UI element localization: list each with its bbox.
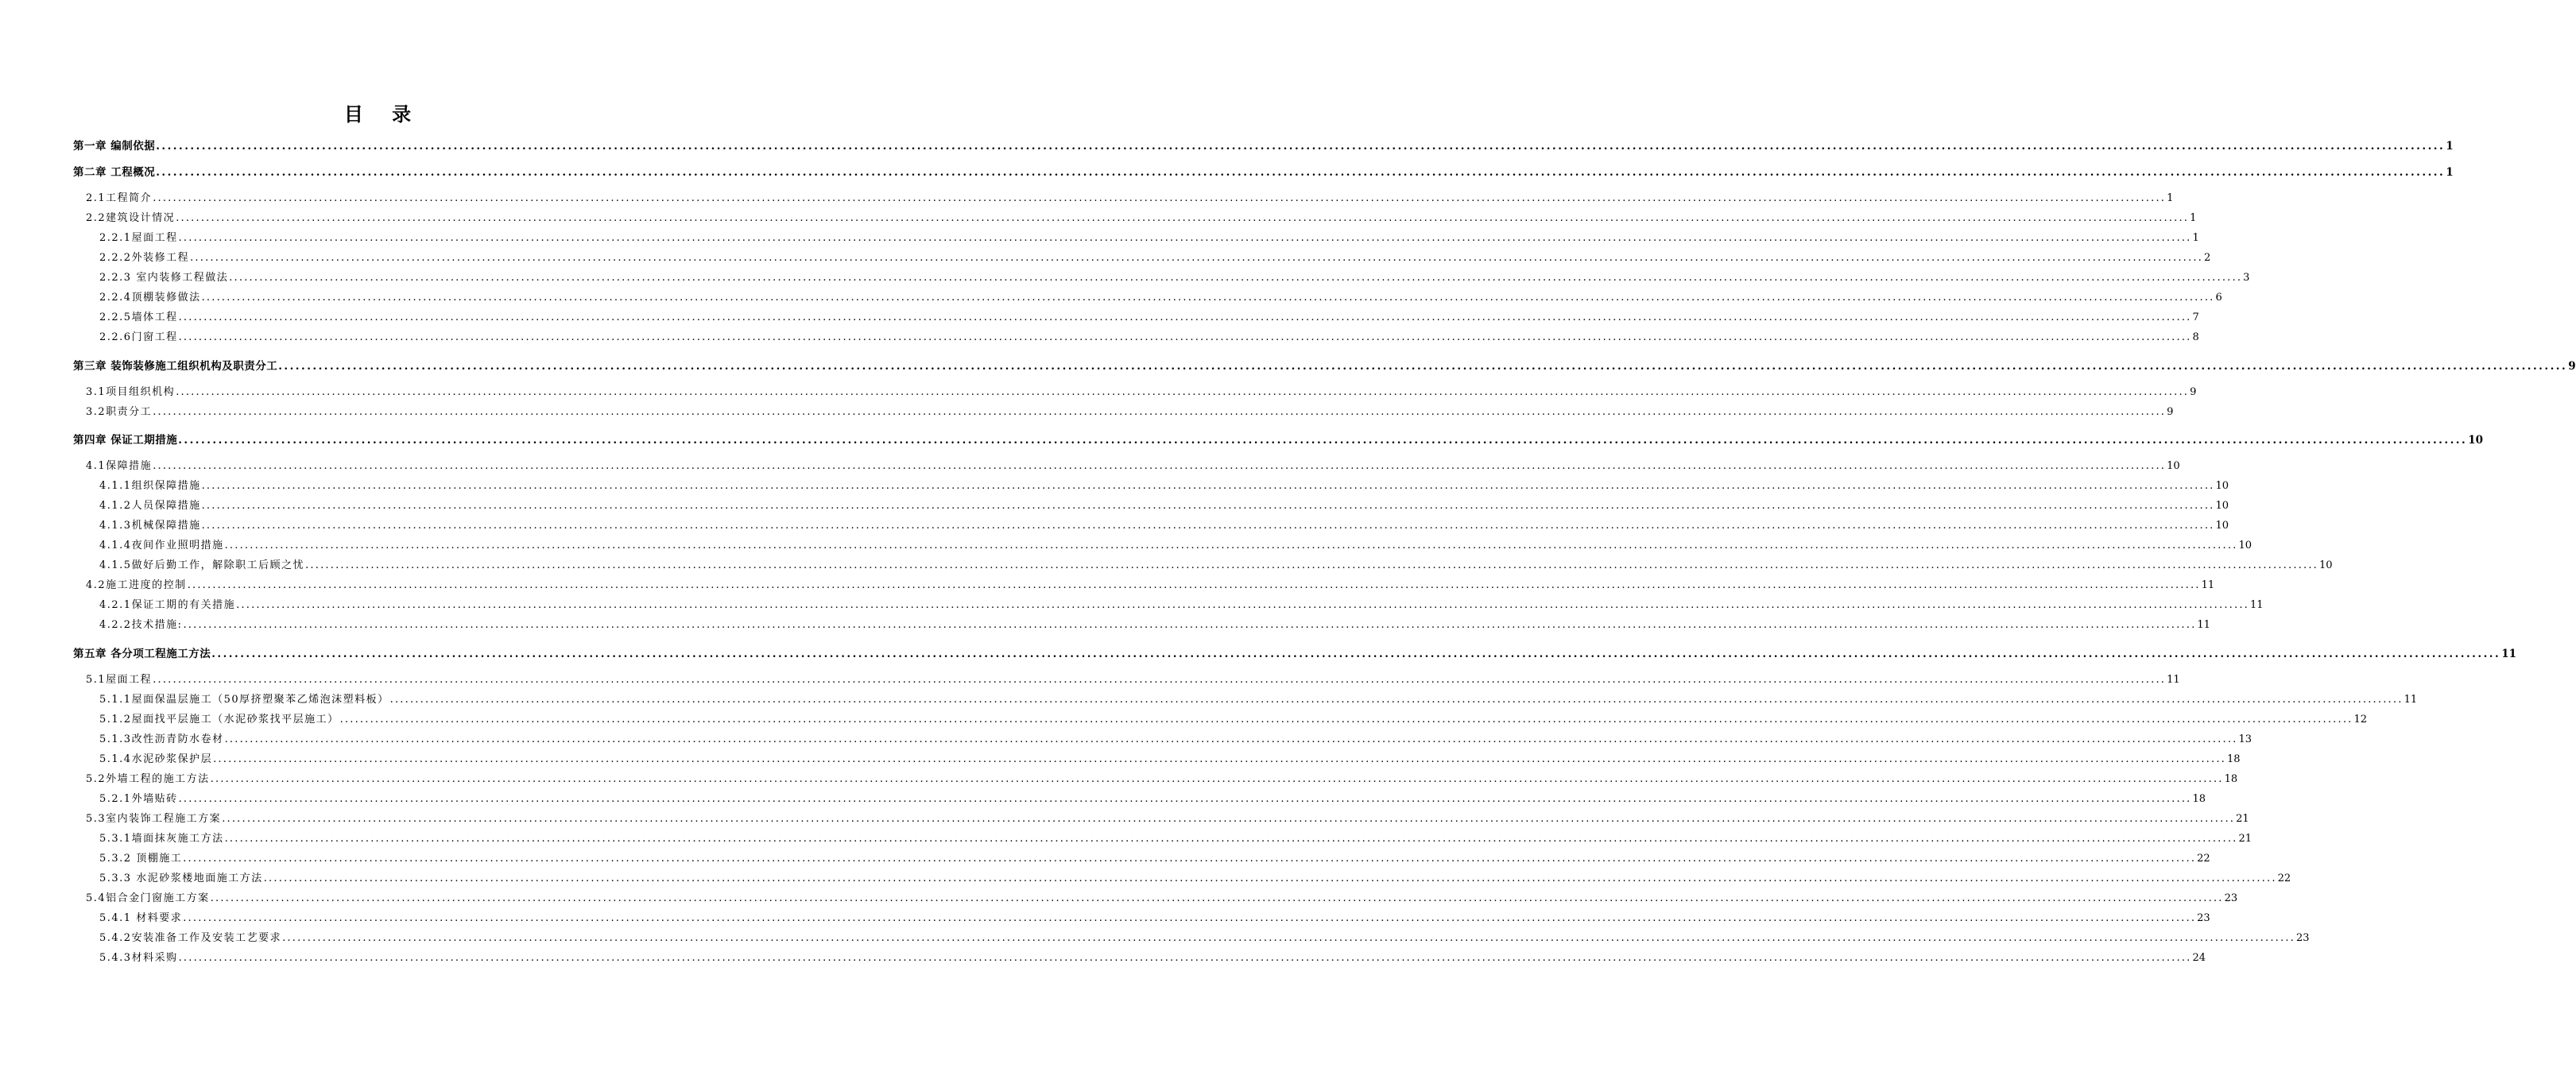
toc-dot-leader: ................................................................................................................................................................................................................................................................................................................................................................................................................ (176, 386, 2190, 398)
toc-dot-leader: ................................................................................................................................................................................................................................................................................................................................................................................................................ (153, 460, 2167, 472)
toc-section-entry[interactable] (99, 790, 2206, 805)
toc-page-number: 13 (2238, 733, 2253, 745)
toc-page-number: 1 (2192, 232, 2199, 244)
toc-section-entry[interactable] (86, 671, 2180, 686)
toc-entry-label: 5.1.1屋面保温层施工（50厚挤塑聚苯乙烯泡沫塑料板） (99, 694, 389, 706)
toc-page-number: 8 (2192, 331, 2199, 343)
toc-page-number: 23 (2197, 912, 2210, 924)
toc-entry-label: 5.3.3 水泥砂浆楼地面施工方法 (99, 873, 263, 884)
toc-section-entry[interactable] (99, 477, 2229, 492)
toc-entry-label: 第五章 各分项工程施工方法 (73, 648, 211, 660)
toc-page-number: 3 (2243, 272, 2250, 284)
toc-dot-leader: ................................................................................................................................................................................................................................................................................................................................................................................................................ (153, 192, 2167, 204)
toc-dot-leader: ................................................................................................................................................................................................................................................................................................................................................................................................................ (229, 272, 2243, 284)
toc-entry-label: 5.3室内装饰工程施工方案 (86, 813, 222, 825)
toc-dot-leader: ................................................................................................................................................................................................................................................................................................................................................................................................................ (201, 480, 2215, 492)
toc-dot-leader: ................................................................................................................................................................................................................................................................................................................................................................................................................ (156, 140, 2446, 153)
toc-dot-leader: ................................................................................................................................................................................................................................................................................................................................................................................................................ (153, 406, 2167, 418)
toc-page-number: 18 (2227, 753, 2241, 765)
toc-page-number: 9 (2190, 386, 2197, 398)
toc-section-entry[interactable] (99, 830, 2253, 845)
toc-dot-leader: ................................................................................................................................................................................................................................................................................................................................................................................................................ (201, 292, 2215, 304)
toc-section-entry[interactable] (99, 730, 2253, 745)
toc-entry-label: 第三章 装饰装修施工组织机构及职责分工 (73, 360, 278, 373)
toc-page-number: 21 (2238, 833, 2253, 845)
toc-dot-leader: ................................................................................................................................................................................................................................................................................................................................................................................................................ (178, 952, 2192, 964)
toc-section-entry[interactable] (99, 849, 2210, 865)
toc-dot-leader: ................................................................................................................................................................................................................................................................................................................................................................................................................ (178, 232, 2192, 244)
toc-entry-label: 3.2职责分工 (86, 406, 153, 418)
toc-section-entry[interactable] (86, 770, 2238, 785)
toc-page-number: 12 (2353, 714, 2368, 726)
toc-section-entry[interactable] (99, 328, 2199, 343)
toc-dot-leader: ................................................................................................................................................................................................................................................................................................................................................................................................................ (183, 912, 2197, 924)
toc-entry-label: 5.1.3改性沥青防水卷材 (99, 733, 224, 745)
toc-dot-leader: ................................................................................................................................................................................................................................................................................................................................................................................................................ (224, 733, 2238, 745)
toc-page-number: 10 (2215, 500, 2229, 512)
toc-page-number: 22 (2277, 873, 2291, 884)
toc-page-number: 23 (2296, 932, 2310, 944)
toc-entry-label: 5.3.1墙面抹灰施工方法 (99, 833, 224, 845)
toc-dot-leader: ................................................................................................................................................................................................................................................................................................................................................................................................................ (236, 599, 2250, 611)
toc-dot-leader: ................................................................................................................................................................................................................................................................................................................................................................................................................ (201, 500, 2215, 512)
toc-page-number: 1 (2167, 192, 2174, 204)
toc-entry-label: 5.4.1 材料要求 (99, 912, 183, 924)
toc-dot-leader: ................................................................................................................................................................................................................................................................................................................................................................................................................ (210, 892, 2224, 904)
toc-section-entry[interactable] (99, 616, 2210, 631)
toc-section-entry[interactable] (86, 403, 2174, 418)
toc-entry-label: 第一章 编制依据 (73, 140, 156, 153)
toc-entry-label: 5.2外墙工程的施工方法 (86, 773, 210, 785)
toc-entry-label: 2.1工程简介 (86, 192, 153, 204)
toc-page-number: 1 (2190, 212, 2197, 224)
toc-section-entry[interactable] (99, 556, 2333, 571)
toc-entry-label: 4.2施工进度的控制 (86, 579, 187, 591)
toc-page-number: 11 (2501, 648, 2516, 660)
toc-entry-label: 4.1.3机械保障措施 (99, 520, 201, 532)
toc-section-entry[interactable] (99, 288, 2222, 304)
toc-dot-leader: ................................................................................................................................................................................................................................................................................................................................................................................................................ (389, 694, 2404, 706)
toc-section-entry[interactable] (99, 710, 2368, 726)
toc-section-entry[interactable] (99, 949, 2206, 964)
toc-page-number: 10 (2319, 559, 2333, 571)
toc-section-entry[interactable] (99, 869, 2291, 884)
toc-chapter-entry[interactable] (73, 357, 2576, 373)
toc-dot-leader: ................................................................................................................................................................................................................................................................................................................................................................................................................ (183, 619, 2197, 631)
toc-section-entry[interactable] (86, 810, 2249, 825)
toc-section-entry[interactable] (86, 889, 2238, 904)
toc-dot-leader: ................................................................................................................................................................................................................................................................................................................................................................................................................ (210, 773, 2224, 785)
toc-section-entry[interactable] (99, 249, 2211, 264)
toc-title: 目 录 (343, 103, 423, 126)
toc-section-entry[interactable] (86, 457, 2180, 472)
toc-page-number: 2 (2204, 252, 2211, 264)
toc-dot-leader: ................................................................................................................................................................................................................................................................................................................................................................................................................ (263, 873, 2277, 884)
toc-page-number: 9 (2568, 360, 2576, 373)
toc-dot-leader: ................................................................................................................................................................................................................................................................................................................................................................................................................ (213, 753, 2227, 765)
toc-entry-label: 5.1.2屋面找平层施工（水泥砂浆找平层施工） (99, 714, 339, 726)
toc-dot-leader: ................................................................................................................................................................................................................................................................................................................................................................................................................ (153, 674, 2167, 686)
toc-section-entry[interactable] (99, 536, 2253, 551)
toc-section-entry[interactable] (99, 596, 2264, 611)
toc-dot-leader: ................................................................................................................................................................................................................................................................................................................................................................................................................ (339, 714, 2353, 726)
toc-entry-label: 3.1项目组织机构 (86, 386, 176, 398)
toc-entry-label: 4.1.1组织保障措施 (99, 480, 201, 492)
toc-page-number: 18 (2192, 793, 2206, 805)
toc-dot-leader: ................................................................................................................................................................................................................................................................................................................................................................................................................ (178, 793, 2192, 805)
toc-section-entry[interactable] (86, 576, 2215, 591)
toc-page-number: 11 (2201, 579, 2215, 591)
toc-dot-leader: ................................................................................................................................................................................................................................................................................................................................................................................................................ (156, 166, 2446, 179)
toc-entry-label: 第二章 工程概况 (73, 166, 156, 179)
toc-entry-label: 5.1.4水泥砂浆保护层 (99, 753, 213, 765)
toc-entry-label: 5.4铝合金门窗施工方案 (86, 892, 210, 904)
toc-dot-leader: ................................................................................................................................................................................................................................................................................................................................................................................................................ (187, 579, 2201, 591)
toc-section-entry[interactable] (86, 209, 2197, 224)
toc-page-number: 11 (2250, 599, 2264, 611)
toc-entry-label: 4.1.4夜间作业照明措施 (99, 540, 224, 551)
toc-entry-label: 5.2.1外墙贴砖 (99, 793, 178, 805)
toc-section-entry[interactable] (99, 691, 2418, 706)
toc-dot-leader: ................................................................................................................................................................................................................................................................................................................................................................................................................ (178, 331, 2192, 343)
toc-page-number: 9 (2167, 406, 2174, 418)
toc-dot-leader: ................................................................................................................................................................................................................................................................................................................................................................................................................ (278, 360, 2568, 373)
toc-chapter-entry[interactable] (73, 644, 2516, 660)
toc-chapter-entry[interactable] (73, 163, 2454, 179)
toc-section-entry[interactable] (99, 750, 2241, 765)
toc-page-number: 6 (2215, 292, 2222, 304)
toc-dot-leader: ................................................................................................................................................................................................................................................................................................................................................................................................................ (224, 833, 2238, 845)
toc-section-entry[interactable] (99, 517, 2229, 532)
toc-page-number: 10 (2238, 540, 2253, 551)
toc-page-number: 10 (2215, 480, 2229, 492)
toc-page-number: 1 (2446, 166, 2454, 179)
toc-page-number: 24 (2192, 952, 2206, 964)
toc-page-number: 11 (2167, 674, 2180, 686)
toc-entry-label: 2.2.6门窗工程 (99, 331, 178, 343)
toc-dot-leader: ................................................................................................................................................................................................................................................................................................................................................................................................................ (305, 559, 2319, 571)
toc-dot-leader: ................................................................................................................................................................................................................................................................................................................................................................................................................ (282, 932, 2296, 944)
toc-page-number: 1 (2446, 140, 2454, 153)
toc-entry-label: 5.3.2 顶棚施工 (99, 853, 183, 865)
toc-page-number: 22 (2197, 853, 2210, 865)
toc-dot-leader: ................................................................................................................................................................................................................................................................................................................................................................................................................ (178, 434, 2468, 447)
toc-entry-label: 4.1保障措施 (86, 460, 153, 472)
toc-entry-label: 2.2.4顶棚装修做法 (99, 292, 201, 304)
toc-page-number: 18 (2224, 773, 2238, 785)
toc-dot-leader: ................................................................................................................................................................................................................................................................................................................................................................................................................ (183, 853, 2197, 865)
toc-section-entry[interactable] (99, 308, 2199, 323)
toc-entry-label: 第四章 保证工期措施 (73, 434, 178, 447)
toc-chapter-entry[interactable] (73, 431, 2483, 447)
toc-entry-label: 5.4.2安装准备工作及安装工艺要求 (99, 932, 282, 944)
toc-page-number: 21 (2236, 813, 2249, 825)
toc-dot-leader: ................................................................................................................................................................................................................................................................................................................................................................................................................ (224, 540, 2238, 551)
toc-page-number: 10 (2468, 434, 2483, 447)
toc-section-entry[interactable] (99, 497, 2229, 512)
toc-dot-leader: ................................................................................................................................................................................................................................................................................................................................................................................................................ (211, 648, 2501, 660)
toc-page-number: 10 (2215, 520, 2229, 532)
toc-page-number: 23 (2224, 892, 2238, 904)
toc-entry-label: 4.2.2技术措施: (99, 619, 183, 631)
toc-dot-leader: ................................................................................................................................................................................................................................................................................................................................................................................................................ (176, 212, 2190, 224)
toc-section-entry[interactable] (86, 189, 2174, 204)
toc-dot-leader: ................................................................................................................................................................................................................................................................................................................................................................................................................ (201, 520, 2215, 532)
toc-dot-leader: ................................................................................................................................................................................................................................................................................................................................................................................................................ (222, 813, 2236, 825)
toc-entry-label: 2.2.2外装修工程 (99, 252, 190, 264)
toc-entry-label: 2.2.3 室内装修工程做法 (99, 272, 229, 284)
toc-section-entry[interactable] (99, 929, 2310, 944)
toc-section-entry[interactable] (99, 909, 2210, 924)
toc-dot-leader: ................................................................................................................................................................................................................................................................................................................................................................................................................ (190, 252, 2204, 264)
toc-chapter-entry[interactable] (73, 137, 2454, 153)
toc-entry-label: 2.2.5墙体工程 (99, 312, 178, 323)
toc-entry-label: 5.4.3材料采购 (99, 952, 178, 964)
toc-page-number: 11 (2404, 694, 2418, 706)
toc-entry-label: 2.2.1屋面工程 (99, 232, 178, 244)
toc-entry-label: 4.2.1保证工期的有关措施 (99, 599, 236, 611)
toc-page-number: 7 (2192, 312, 2199, 323)
toc-section-entry[interactable] (86, 383, 2197, 398)
toc-section-entry[interactable] (99, 269, 2250, 284)
toc-dot-leader: ................................................................................................................................................................................................................................................................................................................................................................................................................ (178, 312, 2192, 323)
toc-entry-label: 4.1.5做好后勤工作，解除职工后顾之忧 (99, 559, 305, 571)
toc-page-number: 10 (2167, 460, 2180, 472)
toc-page-number: 11 (2197, 619, 2210, 631)
toc-entry-label: 2.2建筑设计情况 (86, 212, 176, 224)
toc-entry-label: 5.1屋面工程 (86, 674, 153, 686)
toc-entry-label: 4.1.2人员保障措施 (99, 500, 201, 512)
toc-section-entry[interactable] (99, 229, 2199, 244)
